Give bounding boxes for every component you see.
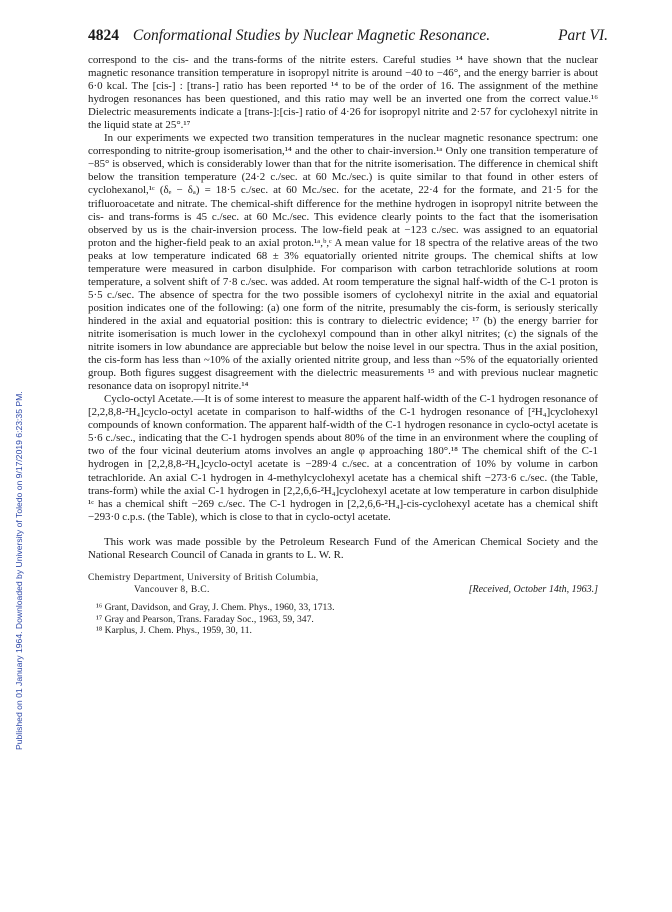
paragraph-continuation: correspond to the cis- and the trans-forms of the nitrite esters. Careful studies ¹⁴ have shown that the nuclear magnetic resonance transition temperature in isopropyl nitrite is around −40 to −46°, and the energy barrier is about 6·0 kcal. The [cis-] : [trans-] ratio has been reported ¹⁴ to be of the order of 16. The assignment of the methine hydrogen resonances has been questioned, and this ratio may well be an inverted one from the correct value.¹⁶ Dielectric measurements indicate a [trans-]:[cis-] ratio of 4·26 for isopropyl nitrite and 2·57 for cyclohexyl nitrite in the liquid state at 25°.¹⁷ — [88, 54, 598, 132]
paragraph-experiments: In our experiments we expected two transition temperatures in the nuclear magnetic resonance spectrum: one corresponding to nitrite-group isomerisation,¹⁴ and the other to chair-inversion.¹ᵃ Only one transition temperature of −85° is observed, which is considerably lower than that for the nitrite isomerisation. The difference in chemical shift below the transition temperature (24·2 c./sec. at 60 Mc./sec.) is quite similar to that found in other esters of cyclohexanol,¹ᶜ (δₑ − δₐ) = 18·5 c./sec. at 60 Mc./sec. for the acetate, 22·4 for the formate, and 21·5 for the trifluoroacetate and nitrate. The chemical-shift difference for the methine hydrogen in isopropyl nitrite between the cis- and trans-forms is 45 c./sec. at 60 Mc./sec. This evidence clearly points to the fact that the isomerisation observed by us is the chair-inversion process. The low-field peak at −123 c./sec. was assigned to an equatorial proton and the higher-field peak to an axial proton.¹ᵃ,ᵇ,ᶜ A mean value for 18 spectra of the relative areas of the two peaks at low temperature indicated 68 ± 3% equatorially oriented nitrite groups. The chemical shifts at low temperature were measured in carbon disulphide. For comparison with carbon tetrachloride solutions at room temperature, a solvent shift of 7·8 c./sec. was added. At room temperature the signal half-width of the C-1 proton is 5·5 c./sec. The absence of spectra for the two possible isomers of cyclohexyl nitrite in the axial and equatorial position indicates one of the following: (a) one form of the nitrite, presumably the cis-form, is seriously sterically hindered in the axial and equatorial position: this is contrary to dielectric evidence; ¹⁷ (b) the energy barrier for nitrite isomerisation is much lower in the cyclohexyl compound than in other alkyl nitrites; (c) the signals of the nitrite isomers in low abundance are appreciable but below the noise level in our spectra. Thus in the axial position, the cis-form has less than ~10% of the axially oriented nitrite group, and less than ~5% of the equatorially oriented group. Both figures suggest disagreement with the dielectric measurements ¹⁵ and with previous nuclear magnetic resonance data on isopropyl nitrite.¹⁴ — [88, 132, 598, 393]
paragraph-acknowledgement: This work was made possible by the Petroleum Research Fund of the American Chemical Society and the National Research Council of Canada in grants to L. W. R. — [88, 535, 598, 561]
page-number: 4824 — [88, 27, 119, 44]
running-title: Conformational Studies by Nuclear Magnetic Resonance. — [132, 27, 491, 44]
article-body — [88, 54, 598, 637]
references-list — [88, 602, 598, 637]
reference-item: ¹⁶ Grant, Davidson, and Gray, J. Chem. Phys., 1960, 33, 1713. — [96, 601, 335, 613]
download-watermark — [2, 140, 24, 750]
part-label: Part VI. — [558, 27, 608, 44]
affiliation-block — [88, 572, 598, 598]
affiliation-department: Chemistry Department, University of British Columbia, — [88, 571, 319, 583]
download-watermark-text: Published on 01 January 1964. Downloaded by University of Toledo on 9/17/2019 6:23:35 PM. — [14, 391, 24, 750]
paragraph-cyclo-octyl-acetate: Cyclo-octyl Acetate.—It is of some interest to measure the apparent half-width of the C-1 hydrogen resonance of [2,2,8,8-²H₄]cyclo-octyl acetate in comparison to half-widths of the C-1 hydrogen resonance of [²H₄]cyclohexyl compounds of known conformation. The apparent half-width of the C-1 hydrogen resonance in cyclo-octyl acetate is 5·6 c./sec., indicating that the C-1 hydrogen spends about 80% of the time in an environment where the coupling of two of the four vicinal deuterium atoms involves an angle φ approaching 180°.¹⁸ The chemical shift of the C-1 hydrogen in [2,2,8,8-²H₄]cyclo-octyl acetate is −289·4 c./sec. at a concentration of 10% by volume in carbon tetrachloride. An axial C-1 hydrogen in 4-methylcyclohexyl acetate has a chemical shift −273·6 c./sec. (the Table, trans-form) while the axial C-1 hydrogen in [2,2,6,6-²H₄]cyclohexyl acetate at low temperature in carbon disulphide ¹ᶜ has a chemical shift −269 c./sec. The C-1 hydrogen in [2,2,6,6-²H₄]-cis-cyclohexyl acetate has a chemical shift −293·0 c.p.s. (the Table), which is close to that in cyclo-octyl acetate. — [88, 393, 598, 523]
received-date: [Received, October 14th, 1963.] — [468, 583, 598, 595]
reference-item: ¹⁷ Gray and Pearson, Trans. Faraday Soc., 1963, 59, 347. — [96, 613, 314, 625]
affiliation-city: Vancouver 8, B.C. — [134, 583, 210, 595]
reference-item: ¹⁸ Karplus, J. Chem. Phys., 1959, 30, 11. — [96, 625, 252, 637]
running-header — [88, 27, 608, 47]
